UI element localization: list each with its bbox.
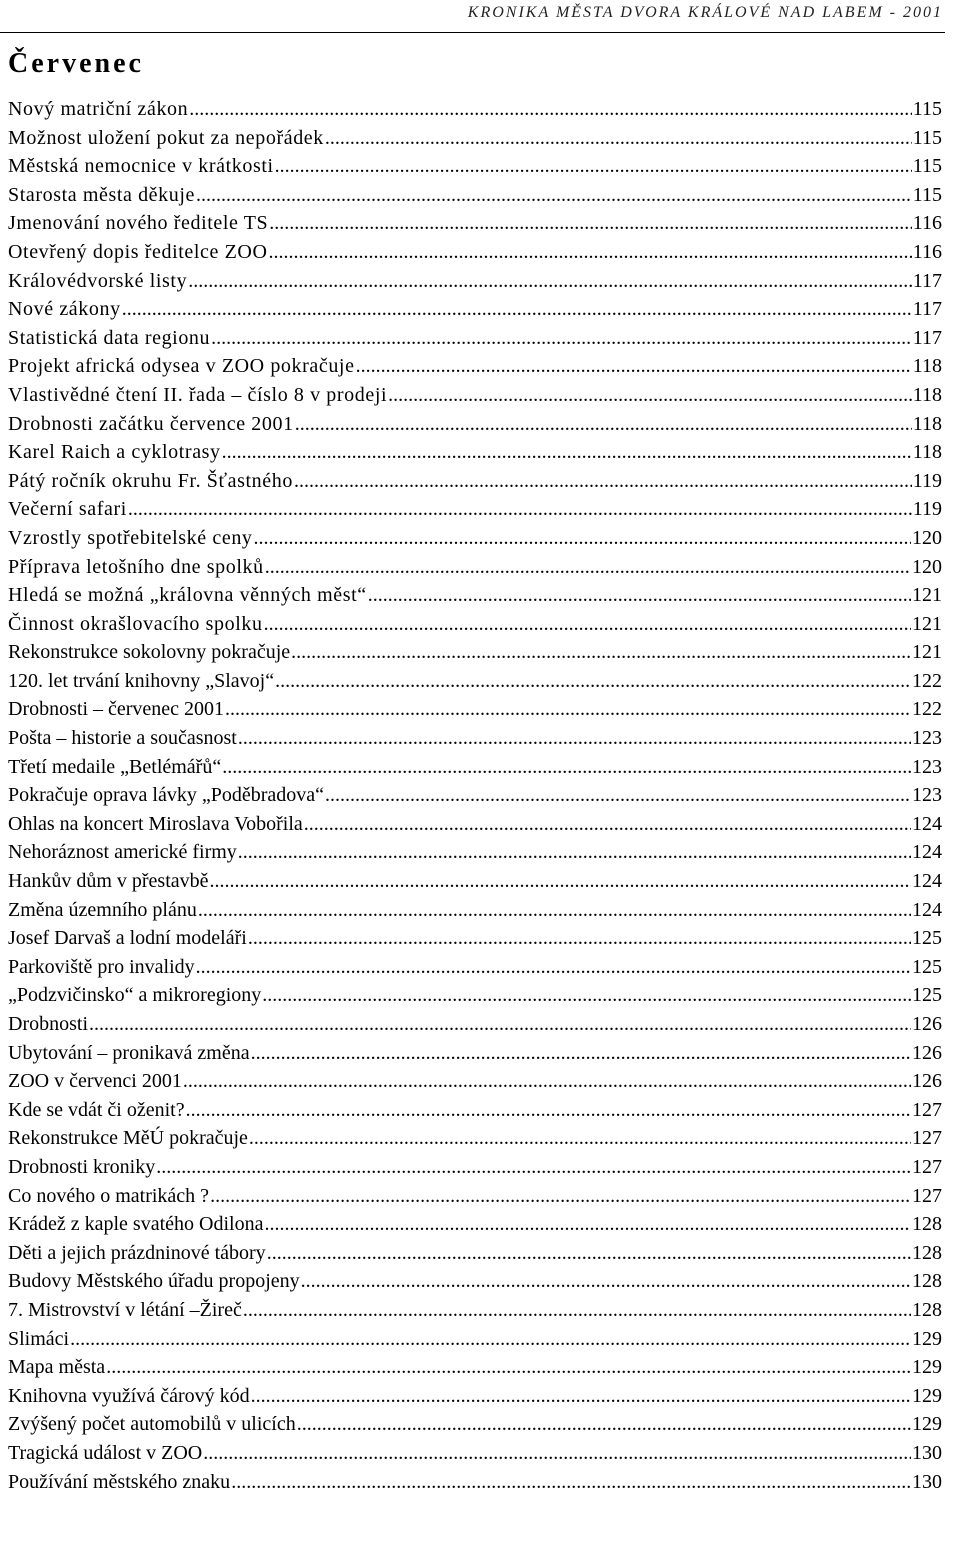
toc-entry-page-number: 118 [912, 383, 942, 406]
toc-entry[interactable] [8, 753, 942, 782]
toc-dot-leader [183, 1067, 911, 1096]
toc-entry[interactable] [8, 1010, 942, 1039]
toc-entry-title: 7. Mistrovství v létání –Žireč [8, 1298, 242, 1321]
toc-entry[interactable] [8, 467, 942, 496]
toc-entry-page-number: 127 [912, 1098, 942, 1121]
toc-dot-leader [267, 1239, 911, 1268]
toc-entry-title: „Podzvičinsko“ a mikroregiony [8, 984, 262, 1007]
toc-entry-page-number: 121 [912, 612, 942, 635]
toc-entry[interactable] [8, 1210, 942, 1239]
toc-dot-leader [301, 1267, 911, 1296]
toc-dot-leader [356, 352, 912, 381]
toc-dot-leader [325, 124, 912, 153]
toc-entry-page-number: 122 [912, 669, 942, 692]
toc-entry[interactable] [8, 1382, 942, 1411]
toc-dot-leader [156, 1153, 911, 1182]
toc-dot-leader [70, 1325, 911, 1354]
toc-dot-leader [297, 1410, 911, 1439]
toc-entry-page-number: 123 [912, 727, 942, 750]
toc-entry-title: Drobnosti – červenec 2001 [8, 698, 225, 721]
toc-entry-title: Jmenování nového ředitele TS [8, 212, 269, 235]
toc-dot-leader [188, 267, 912, 296]
toc-entry[interactable] [8, 810, 942, 839]
toc-entry[interactable] [8, 695, 942, 724]
toc-entry[interactable] [8, 1039, 942, 1068]
toc-entry[interactable] [8, 638, 942, 667]
toc-entry-title: Příprava letošního dne spolků [8, 555, 264, 578]
toc-entry-page-number: 115 [912, 98, 942, 120]
toc-entry-page-number: 124 [912, 812, 942, 835]
toc-entry-page-number: 126 [912, 1070, 942, 1093]
toc-entry-page-number: 115 [912, 155, 942, 178]
toc-dot-leader [106, 1353, 911, 1382]
toc-entry[interactable] [8, 867, 942, 896]
toc-entry[interactable] [8, 781, 942, 810]
toc-entry-title: Krádež z kaple svatého Odilona [8, 1213, 264, 1236]
toc-entry-title: Karel Raich a cyklotrasy [8, 441, 221, 464]
toc-entry-page-number: 121 [912, 584, 942, 607]
toc-entry-title: Královédvorské listy [8, 269, 188, 292]
toc-entry[interactable] [8, 1439, 942, 1468]
toc-dot-leader [275, 152, 912, 181]
toc-entry[interactable] [8, 1296, 942, 1325]
toc-entry-page-number: 129 [912, 1413, 942, 1436]
toc-entry[interactable] [8, 896, 942, 925]
toc-dot-leader [196, 953, 911, 982]
toc-dot-leader [248, 924, 911, 953]
toc-entry[interactable] [8, 295, 942, 324]
toc-dot-leader [243, 1296, 911, 1325]
toc-entry-page-number: 116 [912, 212, 942, 235]
toc-entry[interactable] [8, 381, 942, 410]
toc-entry[interactable] [8, 181, 942, 210]
toc-entry[interactable] [8, 1124, 942, 1153]
toc-entry-page-number: 129 [912, 1327, 942, 1350]
toc-entry-page-number: 127 [912, 1127, 942, 1150]
toc-entry-page-number: 125 [912, 927, 942, 950]
toc-entry[interactable] [8, 553, 942, 582]
toc-entry-title: Děti a jejich prázdninové tábory [8, 1241, 266, 1264]
toc-dot-leader [222, 438, 912, 467]
toc-dot-leader [225, 695, 911, 724]
toc-entry-title: Vzrostly spotřebitelské ceny [8, 526, 253, 549]
toc-entry-title: Zvýšený počet automobilů v ulicích [8, 1413, 296, 1436]
toc-dot-leader [304, 810, 911, 839]
toc-entry-page-number: 120 [912, 526, 942, 549]
toc-entry-title: 120. let trvání knihovny „Slavoj“ [8, 669, 275, 692]
toc-entry-page-number: 129 [912, 1384, 942, 1407]
running-title: KRONIKA MĚSTA DVORA KRÁLOVÉ NAD LABEM - 2001 [467, 4, 943, 21]
toc-entry[interactable] [8, 1239, 942, 1268]
toc-entry-title: Ubytování – pronikavá změna [8, 1041, 250, 1064]
toc-entry-title: Používání městského znaku [8, 1470, 231, 1493]
toc-entry-title: Mapa města [8, 1356, 106, 1379]
toc-entry-page-number: 123 [912, 755, 942, 778]
toc-entry-title: Vlastivědné čtení II. řada – číslo 8 v prodeji [8, 383, 388, 406]
toc-entry[interactable] [8, 838, 942, 867]
toc-entry-page-number: 122 [912, 698, 942, 721]
toc-entry-page-number: 125 [912, 955, 942, 978]
toc-entry[interactable] [8, 1410, 942, 1439]
toc-entry-title: Nové zákony [8, 298, 121, 321]
toc-dot-leader [262, 981, 911, 1010]
toc-entry-page-number: 118 [912, 441, 942, 464]
table-of-contents [8, 95, 942, 1496]
toc-dot-leader [251, 1039, 911, 1068]
toc-dot-leader [198, 896, 911, 925]
toc-entry[interactable] [8, 610, 942, 639]
toc-dot-leader [238, 724, 911, 753]
toc-entry-page-number: 117 [912, 326, 942, 349]
toc-dot-leader [186, 1096, 911, 1125]
toc-entry-page-number: 118 [912, 412, 942, 435]
toc-dot-leader [210, 867, 911, 896]
toc-dot-leader [368, 581, 911, 610]
toc-entry[interactable] [8, 495, 942, 524]
toc-entry-page-number: 118 [912, 355, 942, 378]
toc-entry[interactable] [8, 324, 942, 353]
toc-entry[interactable] [8, 238, 942, 267]
toc-dot-leader [388, 381, 912, 410]
toc-entry-title: Tragická událost v ZOO [8, 1441, 203, 1464]
toc-entry-title: Co nového o matrikách ? [8, 1184, 210, 1207]
toc-entry-title: Drobnosti kroniky [8, 1155, 156, 1178]
toc-entry-page-number: 130 [912, 1441, 942, 1464]
toc-entry-title: Nový matriční zákon [8, 98, 189, 120]
toc-entry-page-number: 119 [912, 469, 942, 492]
toc-dot-leader [251, 1382, 911, 1411]
toc-dot-leader [264, 1210, 911, 1239]
toc-entry-page-number: 128 [912, 1213, 942, 1236]
toc-entry[interactable] [8, 524, 942, 553]
toc-entry-page-number: 117 [912, 269, 942, 292]
toc-entry-title: Otevřený dopis ředitelce ZOO [8, 240, 268, 263]
section-title: Červenec [8, 48, 144, 79]
toc-entry[interactable] [8, 981, 942, 1010]
toc-entry-page-number: 124 [912, 841, 942, 864]
toc-dot-leader [249, 1124, 911, 1153]
toc-entry-page-number: 124 [912, 870, 942, 893]
toc-entry[interactable] [8, 924, 942, 953]
toc-entry[interactable] [8, 124, 942, 153]
toc-entry-title: Večerní safari [8, 498, 127, 521]
toc-dot-leader [210, 1182, 911, 1211]
toc-dot-leader [264, 610, 911, 639]
toc-entry[interactable] [8, 581, 942, 610]
toc-entry[interactable] [8, 1153, 942, 1182]
toc-entry-page-number: 129 [912, 1356, 942, 1379]
toc-dot-leader [203, 1439, 911, 1468]
toc-dot-leader [265, 553, 911, 582]
toc-entry[interactable] [8, 1182, 942, 1211]
toc-entry-title: Hankův dům v přestavbě [8, 870, 209, 893]
toc-entry[interactable] [8, 1067, 942, 1096]
toc-entry-title: Městská nemocnice v krátkosti [8, 155, 274, 178]
toc-dot-leader [291, 638, 911, 667]
toc-entry-page-number: 127 [912, 1184, 942, 1207]
toc-entry-title: Činnost okrašlovacího spolku [8, 612, 263, 635]
toc-entry-title: Starosta města děkuje [8, 183, 195, 206]
toc-dot-leader [222, 753, 911, 782]
toc-entry-title: Ohlas na koncert Miroslava Vobořila [8, 812, 303, 835]
toc-entry-title: Třetí medaile „Betlémářů“ [8, 755, 222, 778]
toc-dot-leader [122, 295, 912, 324]
toc-entry-page-number: 130 [912, 1470, 942, 1493]
toc-entry-title: Josef Darvaš a lodní modeláři [8, 927, 247, 950]
toc-dot-leader [238, 838, 911, 867]
toc-entry[interactable] [8, 1325, 942, 1354]
toc-entry[interactable] [8, 95, 942, 124]
toc-entry-title: Slimáci [8, 1327, 70, 1350]
toc-entry-title: Drobnosti začátku července 2001 [8, 412, 294, 435]
toc-entry-title: Hledá se možná „královna věnných měst“ [8, 584, 367, 607]
toc-entry-page-number: 125 [912, 984, 942, 1007]
running-header [0, 0, 945, 33]
toc-entry[interactable] [8, 1353, 942, 1382]
toc-entry-page-number: 115 [912, 126, 942, 149]
toc-entry-title: Nehoráznost americké firmy [8, 841, 237, 864]
toc-dot-leader [189, 95, 911, 124]
toc-entry[interactable] [8, 152, 942, 181]
toc-entry-title: Statistická data regionu [8, 326, 211, 349]
toc-dot-leader [196, 181, 912, 210]
toc-entry-title: Knihovna využívá čárový kód [8, 1384, 250, 1407]
toc-entry-page-number: 128 [912, 1270, 942, 1293]
toc-entry-title: Projekt africká odysea v ZOO pokračuje [8, 355, 355, 378]
toc-dot-leader [89, 1010, 911, 1039]
toc-entry-title: Změna územního plánu [8, 898, 197, 921]
toc-entry-page-number: 120 [912, 555, 942, 578]
toc-dot-leader [128, 495, 912, 524]
toc-dot-leader [211, 324, 912, 353]
toc-entry-page-number: 123 [912, 784, 942, 807]
toc-entry-page-number: 124 [912, 898, 942, 921]
toc-entry-page-number: 121 [912, 641, 942, 664]
toc-entry-title: Pošta – historie a současnost [8, 727, 237, 750]
toc-entry[interactable] [8, 410, 942, 439]
toc-entry-title: Kde se vdát či oženit? [8, 1098, 185, 1121]
toc-entry-page-number: 126 [912, 1041, 942, 1064]
toc-entry-title: Budovy Městského úřadu propojeny [8, 1270, 300, 1293]
toc-entry[interactable] [8, 1096, 942, 1125]
toc-dot-leader [269, 209, 911, 238]
toc-entry[interactable] [8, 267, 942, 296]
toc-dot-leader [231, 1468, 911, 1497]
toc-entry-title: Rekonstrukce MěÚ pokračuje [8, 1127, 248, 1150]
toc-entry-title: Parkoviště pro invalidy [8, 955, 195, 978]
toc-entry-page-number: 127 [912, 1155, 942, 1178]
toc-entry-title: Možnost uložení pokut za nepořádek [8, 126, 324, 149]
toc-entry[interactable] [8, 1468, 942, 1497]
toc-entry-title: Pokračuje oprava lávky „Poděbradova“ [8, 784, 324, 807]
toc-entry-page-number: 128 [912, 1241, 942, 1264]
toc-entry-title: Drobnosti [8, 1013, 88, 1035]
toc-entry[interactable] [8, 1267, 942, 1296]
toc-entry[interactable] [8, 724, 942, 753]
toc-dot-leader [269, 238, 912, 267]
toc-entry[interactable] [8, 209, 942, 238]
toc-entry-page-number: 115 [912, 183, 942, 206]
toc-dot-leader [254, 524, 911, 553]
toc-entry[interactable] [8, 438, 942, 467]
toc-dot-leader [295, 410, 912, 439]
toc-entry-page-number: 117 [912, 298, 942, 321]
toc-entry-title: ZOO v červenci 2001 [8, 1070, 182, 1093]
toc-dot-leader [275, 667, 911, 696]
toc-entry[interactable] [8, 953, 942, 982]
toc-entry-page-number: 116 [912, 240, 942, 263]
toc-entry-title: Pátý ročník okruhu Fr. Šťastného [8, 469, 293, 492]
toc-entry-title: Rekonstrukce sokolovny pokračuje [8, 641, 291, 664]
toc-entry-page-number: 119 [912, 498, 942, 521]
toc-entry[interactable] [8, 352, 942, 381]
toc-entry-page-number: 128 [912, 1298, 942, 1321]
toc-entry[interactable] [8, 667, 942, 696]
toc-dot-leader [294, 467, 912, 496]
toc-entry-page-number: 126 [912, 1013, 942, 1035]
toc-dot-leader [325, 781, 911, 810]
